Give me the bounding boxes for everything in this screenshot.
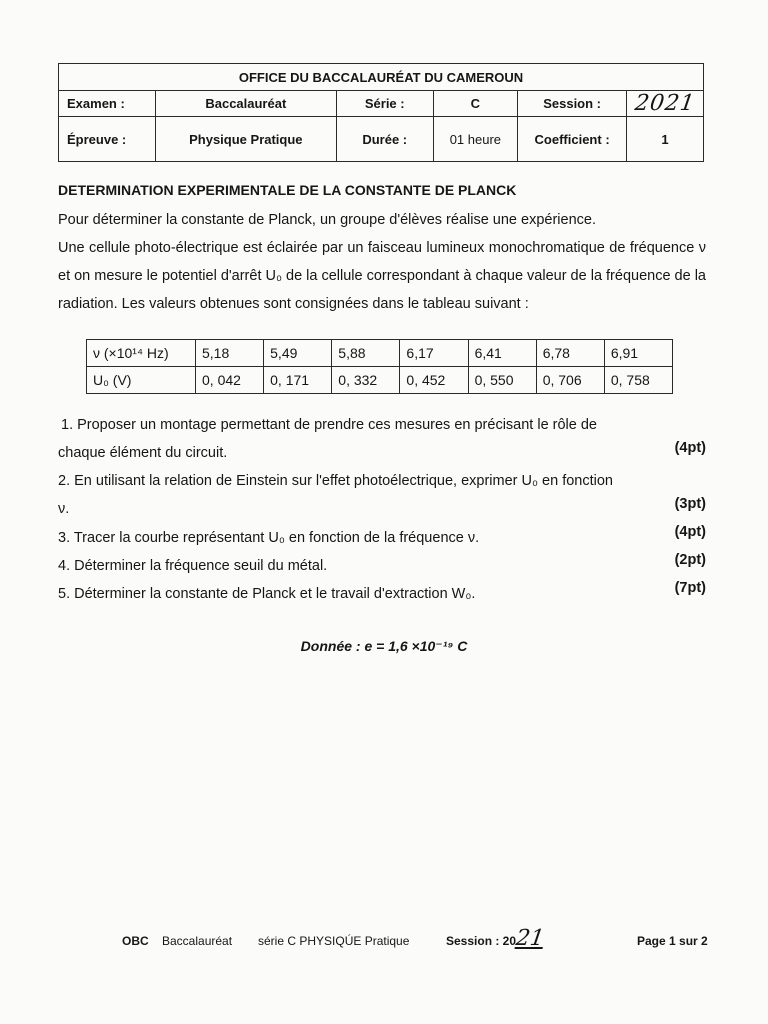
question-5: 5. Déterminer la constante de Planck et le travail d'extraction W₀. bbox=[58, 586, 476, 602]
question-5-points: (7pt) bbox=[674, 580, 706, 596]
measurements-table bbox=[86, 339, 673, 394]
intro-paragraph-1: Pour déterminer la constante de Planck, un groupe d'élèves réalise une expérience. bbox=[58, 212, 596, 228]
question-3: 3. Tracer la courbe représentant U₀ en fonction de la fréquence ν. bbox=[58, 530, 480, 546]
footer-bac: Baccalauréat bbox=[162, 934, 233, 948]
epreuve-label: Épreuve : bbox=[59, 117, 156, 162]
table-cell: 5,49 bbox=[264, 340, 332, 367]
serie-label: Série : bbox=[336, 91, 433, 117]
question-4-points: (2pt) bbox=[674, 552, 706, 568]
footer-session-handwritten: 21 bbox=[514, 926, 546, 951]
footer-obc: OBC bbox=[122, 934, 149, 948]
session-handwritten: 2021 bbox=[633, 91, 697, 116]
footer-session-label: Session : 20 bbox=[446, 934, 517, 948]
footer-serie: série C PHYSIQÚE Pratique bbox=[258, 934, 410, 948]
table-cell: 0, 452 bbox=[400, 367, 468, 394]
question-3-points: (4pt) bbox=[674, 524, 706, 540]
voltage-header: U₀ (V) bbox=[87, 367, 196, 394]
question-4: 4. Déterminer la fréquence seuil du métal. bbox=[58, 558, 328, 574]
table-cell: 0, 550 bbox=[468, 367, 536, 394]
footer-page-number: Page 1 sur 2 bbox=[637, 934, 708, 948]
table-cell: 0, 706 bbox=[536, 367, 604, 394]
question-1-points: (4pt) bbox=[674, 440, 706, 456]
intro-paragraph-2: Une cellule photo-électrique est éclairée par un faisceau lumineux monochromatique de fréquence ν et on mesure le potentiel d'arrêt U₀ de la cellule correspondant à chaque valeur de la fréquence de la radiation. Les valeurs obtenues sont consignées dans le tableau suivant : bbox=[58, 240, 706, 312]
frequency-header: ν (×10¹⁴ Hz) bbox=[87, 340, 196, 367]
table-cell: 6,91 bbox=[604, 340, 672, 367]
table-cell: 0, 758 bbox=[604, 367, 672, 394]
office-title: OFFICE DU BACCALAURÉAT DU CAMEROUN bbox=[59, 64, 704, 91]
donnee-line: Donnée : e = 1,6 ×10⁻¹⁹ C bbox=[300, 638, 468, 654]
frequency-row bbox=[87, 340, 673, 367]
table-cell: 0, 332 bbox=[332, 367, 400, 394]
exercise-title: DETERMINATION EXPERIMENTALE DE LA CONSTANTE DE PLANCK bbox=[58, 182, 517, 198]
voltage-row bbox=[87, 367, 673, 394]
table-cell: 6,41 bbox=[468, 340, 536, 367]
session-value bbox=[627, 91, 704, 117]
table-cell: 6,17 bbox=[400, 340, 468, 367]
coefficient-value: 1 bbox=[627, 117, 704, 162]
session-label: Session : bbox=[518, 91, 627, 117]
table-cell: 5,18 bbox=[196, 340, 264, 367]
question-2-points: (3pt) bbox=[674, 496, 706, 512]
duree-label: Durée : bbox=[336, 117, 433, 162]
serie-value: C bbox=[433, 91, 518, 117]
table-cell: 6,78 bbox=[536, 340, 604, 367]
epreuve-value: Physique Pratique bbox=[155, 117, 336, 162]
duree-value: 01 heure bbox=[433, 117, 518, 162]
footer-session bbox=[446, 926, 544, 951]
coefficient-label: Coefficient : bbox=[518, 117, 627, 162]
question-1: 1. Proposer un montage permettant de prendre ces mesures en précisant le rôle de chaque élément du circuit. bbox=[58, 417, 597, 461]
table-cell: 0, 042 bbox=[196, 367, 264, 394]
exam-header-table bbox=[58, 63, 704, 162]
examen-value: Baccalauréat bbox=[155, 91, 336, 117]
examen-label: Examen : bbox=[59, 91, 156, 117]
question-2: 2. En utilisant la relation de Einstein sur l'effet photoélectrique, exprimer U₀ en fonction ν. bbox=[58, 473, 613, 517]
table-cell: 5,88 bbox=[332, 340, 400, 367]
table-cell: 0, 171 bbox=[264, 367, 332, 394]
